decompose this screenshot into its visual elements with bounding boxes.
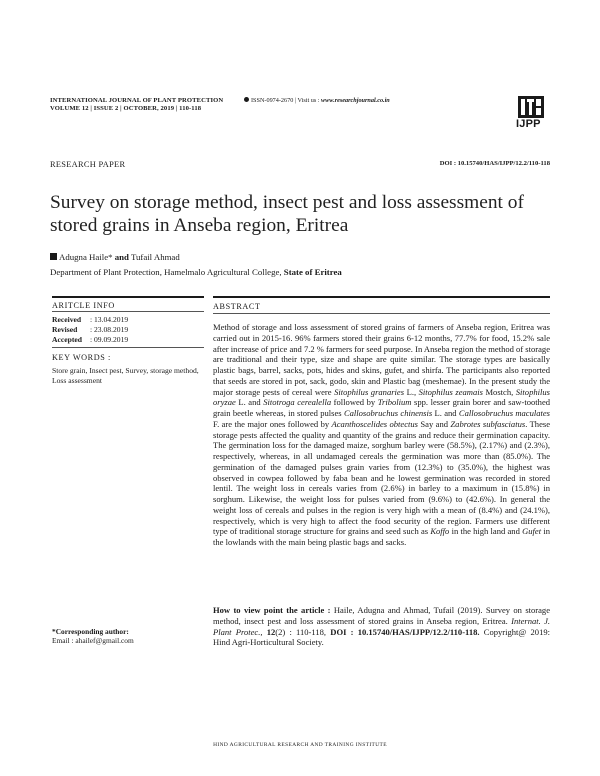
affiliation: [50, 267, 342, 277]
corresponding-email[interactable]: Email : ahailef@gmail.com: [52, 636, 134, 646]
abstract-top-rule: [213, 296, 550, 298]
info-mid-rule: [52, 311, 204, 312]
issn: ISSN-0974-2670 |: [251, 97, 297, 104]
received-label: Received: [52, 315, 82, 324]
keywords-text: Store grain, Insect pest, Survey, storage method, Loss assessment: [52, 366, 199, 385]
bullet-icon: [244, 97, 249, 102]
logo-mark-icon: [518, 96, 544, 118]
logo-text: IJPP: [516, 118, 541, 130]
revised-value: : 23.08.2019: [90, 325, 129, 334]
author-and: and: [114, 252, 129, 262]
abstract-mid-rule: [213, 313, 550, 314]
volume-issue: VOLUME 12 | ISSUE 2 | OCTOBER, 2019 | 110-118: [50, 104, 202, 112]
journal-header: [50, 97, 223, 112]
article-info-heading: ARITCLE INFO: [52, 301, 115, 310]
abstract-text: Method of storage and loss assessment of stored grains of farmers of Anseba region, Eritrea was carried out in 2015-16. 96% farmers stored their grains 6-12 months, 77.7% for food, 15.2% sale after increase of price and 7.2 % farmers for seed purpose. In Anseba region the method of storage are traditional and their type, size and shape are quite similar. The storage types are basically plastic bags, barrel, sacks, pots, hides and skins, gufet, and shirfa. The participants also reported that seeds are stored in pot, sack, godo, skin and Plastic bag (meshemae). In the present study the major storage pests of cereal were Sitophilus granaries L., Sitophilus zeamais Mostch, Sitophilus oryzae L. and Sitotroga cerealella followed by Tribolium spp. lesser grain borer and saw-toothed grain beetle whereas, in stored pulses Callosobruchus chinensis L. and Callosobruchus maculates F. are the major ones followed by Acanthoscelides obtectus Say and Zabrotes subfasciatus. These storage pests affected the quality and quantity of the grains and reduce their germination capacity. The germination loss for the damaged maize, sorghum barley were (58.5%), (2.17%) and (2.3%), respectively, whereas, in all undamaged cereals the germination was more than (85.0%). The germination of the damaged pulses grain varies from (12.3%) to (35.0%), the highest was observed in cowpea followed by faba bean and he lowest germination was recorded in stored lentil. The weight loss in cereals varies from (2.6%) in barley to a maximum in (15.8%) in sorghum. Likewise, the weight loss for pulses varied from (9.6%) to (42.6%). In general the weight loss of cereals and pulses in the region is very high with a mean of (8.4%) and (24.1%), respectively, which is very high to affect the food security of the region. Farmers use different type of traditional storage structure for grains and seed such as Koffo in the high land and Gufet in the lowlands with the main being plastic bags and sacks.: [213, 322, 551, 547]
citation: How to view point the article : Haile, Adugna and Ahmad, Tufail (2019). Survey on storage method, insect pest and loss assessment of stored grains in Anseba region, Eritrea. Internat. J. Plant Protec., 12(2) : 110-118, DOI : 10.15740/HAS/IJPP/12.2/110-118. Copyright@ 2019: Hind Agri-Horticultural Society.: [213, 605, 550, 648]
paper-type: RESEARCH PAPER: [50, 160, 126, 169]
author-2: Tufail Ahmad: [130, 252, 180, 262]
revised-label: Revised: [52, 325, 78, 334]
paper-title: Survey on storage method, insect pest and loss assessment of stored grains in Anseba region, Eritrea: [50, 192, 524, 236]
corresponding-author: [52, 627, 134, 646]
visit-label: Visit us :: [297, 97, 320, 104]
accepted-value: : 09.09.2019: [90, 335, 129, 344]
affiliation-dept: Department of Plant Protection, Hamelmalo Agricultural College,: [50, 267, 282, 277]
received-row: [52, 315, 128, 324]
citation-doi[interactable]: DOI : 10.15740/HAS/IJPP/12.2/110-118.: [330, 626, 480, 637]
corresponding-heading: *Corresponding author:: [52, 627, 129, 636]
keywords-rule: [52, 347, 204, 348]
issn-line: [244, 97, 390, 104]
accepted-label: Accepted: [52, 335, 82, 344]
received-value: : 13.04.2019: [90, 315, 129, 324]
affiliation-state: State of Eritrea: [283, 267, 342, 277]
website-link[interactable]: www.researchjournal.co.in: [321, 97, 390, 104]
author-1: Adugna Haile*: [59, 252, 113, 262]
journal-name: INTERNATIONAL JOURNAL OF PLANT PROTECTION: [50, 97, 224, 104]
keywords-heading: KEY WORDS :: [52, 353, 111, 362]
footer: HIND AGRICULTURAL RESEARCH AND TRAINING INSTITUTE: [213, 742, 387, 748]
citation-label: How to view point the article :: [213, 605, 331, 615]
author-marker-icon: [50, 253, 57, 260]
accepted-row: [52, 335, 128, 344]
doi-header: DOI : 10.15740/HAS/IJPP/12.2/110-118: [439, 160, 550, 167]
authors: [50, 252, 180, 262]
info-top-rule: [52, 296, 204, 298]
abstract-heading: ABSTRACT: [213, 302, 261, 311]
revised-row: [52, 325, 128, 334]
journal-logo: [516, 96, 552, 132]
